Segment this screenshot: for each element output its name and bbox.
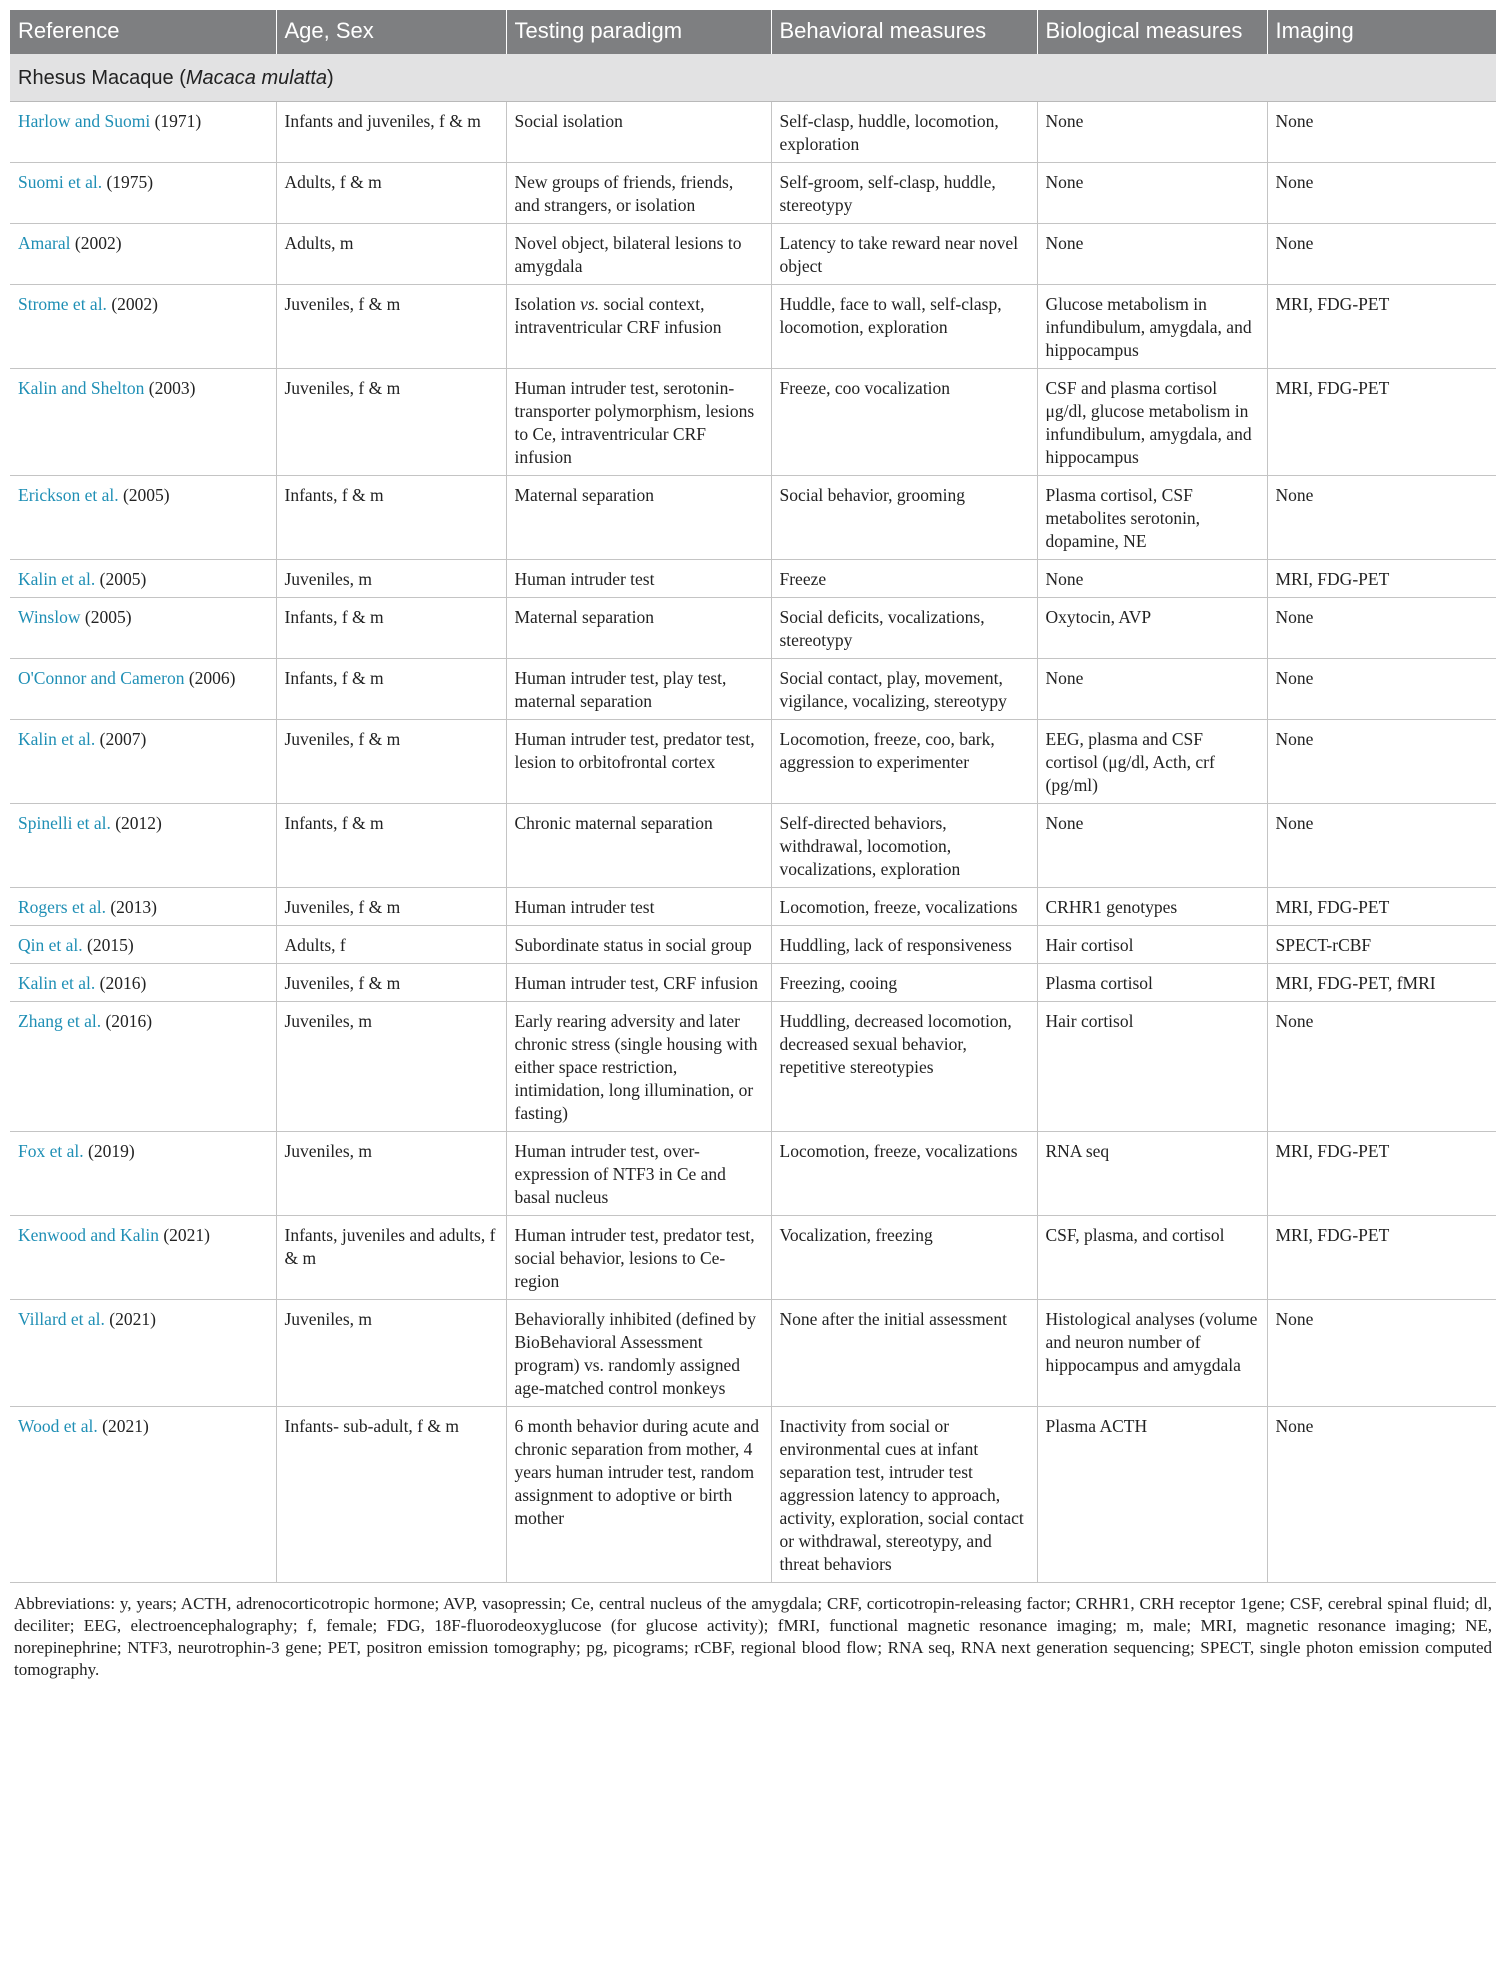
table-row <box>10 598 1496 659</box>
table-row <box>10 163 1496 224</box>
testing-paradigm-cell: Novel object, bilateral lesions to amygdala <box>506 224 771 285</box>
reference-link[interactable]: Kalin et al. <box>18 973 96 993</box>
reference-year-link[interactable]: 2021 <box>169 1225 205 1245</box>
reference-link[interactable]: Fox et al. <box>18 1141 84 1161</box>
testing-paradigm-cell: Human intruder test <box>506 560 771 598</box>
behavioral-measures-cell: Social deficits, vocalizations, stereotypy <box>771 598 1037 659</box>
behavioral-measures-cell: Latency to take reward near novel object <box>771 224 1037 285</box>
reference-cell: Kenwood and Kalin (2021) <box>10 1216 276 1300</box>
reference-cell: Strome et al. (2002) <box>10 285 276 369</box>
reference-year-link[interactable]: 2021 <box>115 1309 151 1329</box>
table-row <box>10 1300 1496 1407</box>
table-row <box>10 1407 1496 1583</box>
behavioral-measures-cell: Locomotion, freeze, vocalizations <box>771 888 1037 926</box>
header-testing-paradigm: Testing paradigm <box>506 10 771 54</box>
table-body <box>10 54 1496 1583</box>
biological-measures-cell: Plasma ACTH <box>1037 1407 1267 1583</box>
reference-link[interactable]: O'Connor and Cameron <box>18 668 185 688</box>
biological-measures-cell: None <box>1037 560 1267 598</box>
reference-cell: Rogers et al. (2013) <box>10 888 276 926</box>
table-row <box>10 1216 1496 1300</box>
reference-cell: Spinelli et al. (2012) <box>10 804 276 888</box>
imaging-cell: MRI, FDG-PET <box>1267 560 1496 598</box>
testing-paradigm-cell: Behaviorally inhibited (defined by BioBehavioral Assessment program) vs. randomly assigned age-matched control monkeys <box>506 1300 771 1407</box>
reference-cell: Amaral (2002) <box>10 224 276 285</box>
biological-measures-cell: Hair cortisol <box>1037 926 1267 964</box>
reference-link[interactable]: Harlow and Suomi <box>18 111 151 131</box>
behavioral-measures-cell: Vocalization, freezing <box>771 1216 1037 1300</box>
table-row <box>10 720 1496 804</box>
header-age-sex: Age, Sex <box>276 10 506 54</box>
imaging-cell: None <box>1267 476 1496 560</box>
reference-year-link[interactable]: 2006 <box>194 668 230 688</box>
reference-link[interactable]: Kalin and Shelton <box>18 378 145 398</box>
behavioral-measures-cell: Freeze, coo vocalization <box>771 369 1037 476</box>
biological-measures-cell: CSF, plasma, and cortisol <box>1037 1216 1267 1300</box>
biological-measures-cell: None <box>1037 804 1267 888</box>
testing-paradigm-cell: Subordinate status in social group <box>506 926 771 964</box>
testing-paradigm-cell: Human intruder test <box>506 888 771 926</box>
biological-measures-cell: Plasma cortisol <box>1037 964 1267 1002</box>
abbreviations-footnote: Abbreviations: y, years; ACTH, adrenocorticotropic hormone; AVP, vasopressin; Ce, central nucleus of the amygdala; CRF, corticotropin-releasing factor; CRHR1, CRH receptor 1gene; CSF, cerebral spinal fluid; dl, deciliter; EEG, electroencephalography; f, female; FDG, 18F-fluorodeoxyglucose (for glucose activity); fMRI, functional magnetic resonance imaging; m, male; MRI, magnetic resonance imaging; NE, norepinephrine; NTF3, neurotrophin-3 gene; PET, positron emission tomography; pg, picograms; rCBF, regional blood flow; RNA seq, RNA next generation sequencing; SPECT, single photon emission computed tomography. <box>14 1594 1492 1679</box>
reference-year-link[interactable]: 2015 <box>92 935 128 955</box>
behavioral-measures-cell: Social behavior, grooming <box>771 476 1037 560</box>
species-group-label: Rhesus Macaque (Macaca mulatta) <box>10 54 1496 102</box>
biological-measures-cell: None <box>1037 163 1267 224</box>
reference-link[interactable]: Winslow <box>18 607 81 627</box>
age-sex-cell: Juveniles, m <box>276 560 506 598</box>
table-row <box>10 369 1496 476</box>
behavioral-measures-cell: Self-directed behaviors, withdrawal, locomotion, vocalizations, exploration <box>771 804 1037 888</box>
biological-measures-cell: EEG, plasma and CSF cortisol (μg/dl, Acth, crf (pg/ml) <box>1037 720 1267 804</box>
reference-cell: Erickson et al. (2005) <box>10 476 276 560</box>
imaging-cell: None <box>1267 1407 1496 1583</box>
imaging-cell: MRI, FDG-PET, fMRI <box>1267 964 1496 1002</box>
reference-cell: Harlow and Suomi (1971) <box>10 102 276 163</box>
imaging-cell: None <box>1267 102 1496 163</box>
age-sex-cell: Juveniles, m <box>276 1300 506 1407</box>
reference-year-link[interactable]: 2013 <box>116 897 152 917</box>
testing-paradigm-cell: Maternal separation <box>506 598 771 659</box>
imaging-cell: None <box>1267 1300 1496 1407</box>
reference-year-link[interactable]: 2005 <box>105 569 141 589</box>
reference-link[interactable]: Strome et al. <box>18 294 107 314</box>
age-sex-cell: Infants, juveniles and adults, f & m <box>276 1216 506 1300</box>
reference-link[interactable]: Villard et al. <box>18 1309 105 1329</box>
age-sex-cell: Infants- sub-adult, f & m <box>276 1407 506 1583</box>
testing-paradigm-cell: Human intruder test, predator test, lesion to orbitofrontal cortex <box>506 720 771 804</box>
behavioral-measures-cell: Self-clasp, huddle, locomotion, exploration <box>771 102 1037 163</box>
reference-link[interactable]: Amaral <box>18 233 71 253</box>
biological-measures-cell: RNA seq <box>1037 1132 1267 1216</box>
imaging-cell: None <box>1267 1002 1496 1132</box>
imaging-cell: MRI, FDG-PET <box>1267 285 1496 369</box>
imaging-cell: None <box>1267 720 1496 804</box>
biological-measures-cell: None <box>1037 659 1267 720</box>
age-sex-cell: Infants and juveniles, f & m <box>276 102 506 163</box>
reference-year-link[interactable]: 2003 <box>154 378 190 398</box>
imaging-cell: None <box>1267 804 1496 888</box>
reference-cell: Kalin et al. (2007) <box>10 720 276 804</box>
imaging-cell: MRI, FDG-PET <box>1267 369 1496 476</box>
reference-cell: Kalin et al. (2016) <box>10 964 276 1002</box>
table-row <box>10 1132 1496 1216</box>
age-sex-cell: Juveniles, f & m <box>276 285 506 369</box>
behavioral-measures-cell: Locomotion, freeze, coo, bark, aggression to experimenter <box>771 720 1037 804</box>
biological-measures-cell: Histological analyses (volume and neuron number of hippocampus and amygdala <box>1037 1300 1267 1407</box>
reference-year-link[interactable]: 2005 <box>128 485 164 505</box>
table-header <box>10 10 1496 54</box>
age-sex-cell: Infants, f & m <box>276 598 506 659</box>
reference-cell: Villard et al. (2021) <box>10 1300 276 1407</box>
age-sex-cell: Adults, f & m <box>276 163 506 224</box>
age-sex-cell: Juveniles, m <box>276 1132 506 1216</box>
age-sex-cell: Adults, m <box>276 224 506 285</box>
testing-paradigm-cell: Isolation vs. social context, intraventricular CRF infusion <box>506 285 771 369</box>
reference-link[interactable]: Zhang et al. <box>18 1011 102 1031</box>
reference-link[interactable]: Kalin et al. <box>18 729 96 749</box>
imaging-cell: None <box>1267 659 1496 720</box>
reference-cell: Fox et al. (2019) <box>10 1132 276 1216</box>
behavioral-measures-cell: Huddling, lack of responsiveness <box>771 926 1037 964</box>
reference-year-link[interactable]: 1971 <box>160 111 196 131</box>
reference-cell: Suomi et al. (1975) <box>10 163 276 224</box>
biological-measures-cell: None <box>1037 102 1267 163</box>
biological-measures-cell: Oxytocin, AVP <box>1037 598 1267 659</box>
testing-paradigm-cell: Human intruder test, CRF infusion <box>506 964 771 1002</box>
table-row <box>10 964 1496 1002</box>
reference-link[interactable]: Spinelli et al. <box>18 813 111 833</box>
reference-cell: O'Connor and Cameron (2006) <box>10 659 276 720</box>
table-row <box>10 102 1496 163</box>
testing-paradigm-cell: Chronic maternal separation <box>506 804 771 888</box>
table-container <box>10 10 1496 1681</box>
testing-paradigm-cell: 6 month behavior during acute and chronic separation from mother, 4 years human intruder test, random assignment to adoptive or birth mother <box>506 1407 771 1583</box>
table-row <box>10 659 1496 720</box>
testing-paradigm-cell: Maternal separation <box>506 476 771 560</box>
reference-link[interactable]: Suomi et al. <box>18 172 103 192</box>
testing-paradigm-cell: Early rearing adversity and later chronic stress (single housing with either space restriction, intimidation, long illumination, or fasting) <box>506 1002 771 1132</box>
reference-year-link[interactable]: 2019 <box>93 1141 129 1161</box>
testing-paradigm-cell: Social isolation <box>506 102 771 163</box>
reference-year-link[interactable]: 2021 <box>107 1416 143 1436</box>
age-sex-cell: Juveniles, m <box>276 1002 506 1132</box>
header-biological-measures: Biological measures <box>1037 10 1267 54</box>
behavioral-measures-cell: Freezing, cooing <box>771 964 1037 1002</box>
biological-measures-cell: None <box>1037 224 1267 285</box>
table-row <box>10 804 1496 888</box>
biological-measures-cell: Plasma cortisol, CSF metabolites serotonin, dopamine, NE <box>1037 476 1267 560</box>
age-sex-cell: Juveniles, f & m <box>276 369 506 476</box>
imaging-cell: SPECT-rCBF <box>1267 926 1496 964</box>
age-sex-cell: Infants, f & m <box>276 804 506 888</box>
age-sex-cell: Juveniles, f & m <box>276 964 506 1002</box>
reference-link[interactable]: Kenwood and Kalin <box>18 1225 159 1245</box>
reference-link[interactable]: Rogers et al. <box>18 897 106 917</box>
table-row <box>10 285 1496 369</box>
reference-link[interactable]: Kalin et al. <box>18 569 96 589</box>
behavioral-measures-cell: Inactivity from social or environmental cues at infant separation test, intruder test aggression latency to approach, activity, exploration, social contact or withdrawal, stereotypy, and threat behaviors <box>771 1407 1037 1583</box>
reference-year-link[interactable]: 2012 <box>121 813 157 833</box>
reference-link[interactable]: Erickson et al. <box>18 485 119 505</box>
reference-year-link[interactable]: 1975 <box>112 172 148 192</box>
reference-cell: Wood et al. (2021) <box>10 1407 276 1583</box>
table-row <box>10 926 1496 964</box>
table-row <box>10 224 1496 285</box>
header-behavioral-measures: Behavioral measures <box>771 10 1037 54</box>
behavioral-measures-cell: Social contact, play, movement, vigilance, vocalizing, stereotypy <box>771 659 1037 720</box>
testing-paradigm-cell: Human intruder test, play test, maternal separation <box>506 659 771 720</box>
reference-year-link[interactable]: 2007 <box>105 729 141 749</box>
table-row <box>10 1002 1496 1132</box>
behavioral-measures-cell: None after the initial assessment <box>771 1300 1037 1407</box>
reference-year-link[interactable]: 2016 <box>111 1011 147 1031</box>
age-sex-cell: Infants, f & m <box>276 659 506 720</box>
reference-year-link[interactable]: 2016 <box>105 973 141 993</box>
imaging-cell: MRI, FDG-PET <box>1267 1132 1496 1216</box>
reference-year-link[interactable]: 2005 <box>90 607 126 627</box>
header-imaging: Imaging <box>1267 10 1496 54</box>
imaging-cell: None <box>1267 163 1496 224</box>
reference-link[interactable]: Qin et al. <box>18 935 83 955</box>
reference-year-link[interactable]: 2002 <box>117 294 153 314</box>
reference-cell: Kalin and Shelton (2003) <box>10 369 276 476</box>
reference-year-link[interactable]: 2002 <box>80 233 116 253</box>
header-reference: Reference <box>10 10 276 54</box>
species-group-row <box>10 54 1496 102</box>
behavioral-measures-cell: Self-groom, self-clasp, huddle, stereotypy <box>771 163 1037 224</box>
reference-cell: Qin et al. (2015) <box>10 926 276 964</box>
testing-paradigm-cell: Human intruder test, over-expression of NTF3 in Ce and basal nucleus <box>506 1132 771 1216</box>
biological-measures-cell: CRHR1 genotypes <box>1037 888 1267 926</box>
table-row <box>10 560 1496 598</box>
biological-measures-cell: CSF and plasma cortisol μg/dl, glucose metabolism in infundibulum, amygdala, and hippocampus <box>1037 369 1267 476</box>
testing-paradigm-cell: Human intruder test, predator test, social behavior, lesions to Ce-region <box>506 1216 771 1300</box>
reference-link[interactable]: Wood et al. <box>18 1416 98 1436</box>
table-row <box>10 476 1496 560</box>
imaging-cell: None <box>1267 598 1496 659</box>
biological-measures-cell: Hair cortisol <box>1037 1002 1267 1132</box>
reference-cell: Winslow (2005) <box>10 598 276 659</box>
behavioral-measures-cell: Locomotion, freeze, vocalizations <box>771 1132 1037 1216</box>
testing-paradigm-cell: New groups of friends, friends, and strangers, or isolation <box>506 163 771 224</box>
reference-cell: Kalin et al. (2005) <box>10 560 276 598</box>
testing-paradigm-cell: Human intruder test, serotonin-transporter polymorphism, lesions to Ce, intraventricular CRF infusion <box>506 369 771 476</box>
age-sex-cell: Juveniles, f & m <box>276 720 506 804</box>
age-sex-cell: Juveniles, f & m <box>276 888 506 926</box>
age-sex-cell: Infants, f & m <box>276 476 506 560</box>
age-sex-cell: Adults, f <box>276 926 506 964</box>
imaging-cell: None <box>1267 224 1496 285</box>
reference-cell: Zhang et al. (2016) <box>10 1002 276 1132</box>
behavioral-measures-cell: Huddling, decreased locomotion, decreased sexual behavior, repetitive stereotypies <box>771 1002 1037 1132</box>
behavioral-measures-cell: Freeze <box>771 560 1037 598</box>
table-row <box>10 888 1496 926</box>
biological-measures-cell: Glucose metabolism in infundibulum, amygdala, and hippocampus <box>1037 285 1267 369</box>
imaging-cell: MRI, FDG-PET <box>1267 1216 1496 1300</box>
studies-table <box>10 10 1496 1583</box>
behavioral-measures-cell: Huddle, face to wall, self-clasp, locomotion, exploration <box>771 285 1037 369</box>
imaging-cell: MRI, FDG-PET <box>1267 888 1496 926</box>
